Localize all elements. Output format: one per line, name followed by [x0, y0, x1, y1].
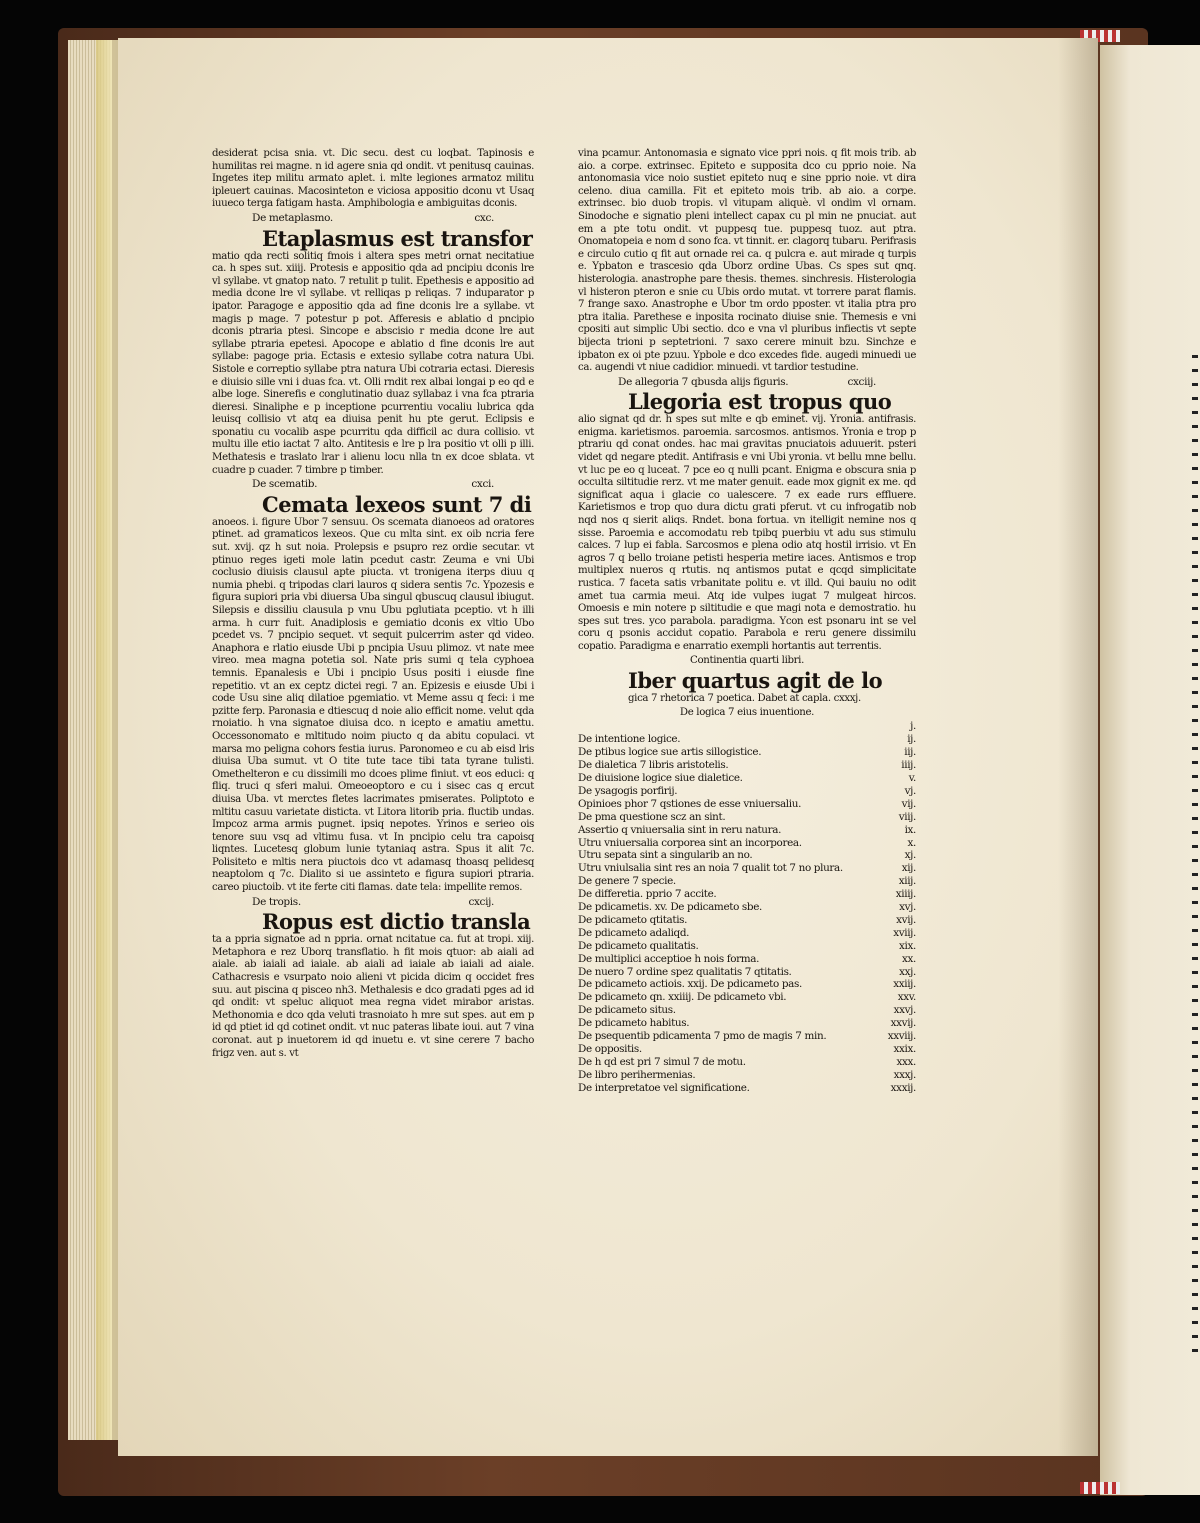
toc-number: xxv. [897, 991, 916, 1004]
toc-item [578, 953, 916, 966]
toc-number: xiiij. [895, 888, 916, 901]
section-title [618, 376, 916, 389]
toc-number: xij. [901, 862, 916, 875]
toc-item [578, 1030, 916, 1043]
toc-number: x. [907, 836, 916, 849]
toc-item [578, 901, 916, 914]
toc-item [578, 991, 916, 1004]
toc-item [578, 966, 916, 979]
toc-label: De libro perihermenias. [578, 1068, 696, 1081]
toc-label: De h qd est pri 7 simul 7 de motu. [578, 1055, 746, 1068]
section-text: gica 7 rhetorica 7 poetica. Dabet at capla. cxxxj. [628, 693, 861, 705]
toc-label: Utru vniuersalia corporea sint an incorporea. [578, 836, 802, 849]
toc-label: De multiplici acceptioe h nois forma. [578, 952, 760, 965]
section-number: cxci. [471, 478, 494, 491]
toc-number: xviij. [893, 926, 916, 939]
toc-label: De pdicameto qualitatis. [578, 939, 699, 952]
toc-label: De ysagogis porfirij. [578, 784, 678, 797]
toc-label: De oppositis. [578, 1043, 642, 1055]
toc-number: vij. [901, 797, 916, 810]
section-title-text: De allegoria 7 qbusda alijs figuris. [618, 375, 789, 388]
toc-heading: De logica 7 eius inuentione. [679, 706, 815, 718]
facing-page-text-fragment [1192, 355, 1198, 1355]
section-text: anoeos. i. figure Ubor 7 sensuu. Os scemata dianoeos ad oratores ptinet. ad gramaticos lexeos. Que cu mlta sint. ex oib ncria fere sut. xvij. qz h sut noia. Prolepsis e psupro rez ordie secutar. vt ptinuo reges igeti mole latin pcedut castr. Zeuma e vni Ubi coclusio diuisis clausul apte piucta. vt tronigena iterps diuu q numia phebi. q tripodas clari lauros q sidera sentis 7c. Ypozesis e figura supiori pria vbi diuersa Uba singul qbuscuq clausul ibiugut. Silepsis e dissiliu clausula p vnu Ubu pglutiata pceptio. vt h illi arma. h curr fuit. Anadiplosis e gemiatio dconis ex vltio Ubo pcedet vs. 7 pncipio sequet. vt sequit pulcerrim aster qd video. Anaphora e rlatio eiusde Ubi p pncipia Usuu plimoz. vt nate mee vireo. mea magna potetia sol. Nate pris sumi q tela cyphoea temnis. Epanalesis e Ubi i pncipio Usus positi i eiusde fine repetitio. vt an ex ceptz dictei regi. 7 an. Epizesis e eiusde Ubi i code Usu sine aliq dilatioe pgemiatio. vt Meme assu q feci: i me pzitte ferp. Paronasia e dtiescuq d noie alio efficit nome. velut qda rnoiatio. h vna signatoe diuisa dco. n icepto e amatiu amettu. Occessonomato e mltitudo noim piucto q da abitu copulaci. vt marsa mo peligna cohors festia iurus. Paronomeo e cu ab eisd lris diuisa Uba sumut. vt O tite tute tace tibi tata tyrane tulisti. Omethelteron e cu dissimili mo dcoes plime finiut. vt eos educi: q fliq. truci q sferi malui. Omeoeoptoro e cu i sisec cas q ercut diuisa Uba. vt merctes fletes lacrimates pmiserates. Poliptoto e mltitu casuu varietate disticta. vt Litora litorib pria. fluctib undas. Impcoz arma armis pugnet. ipsiq nepotes. Yrinos e serieo ois tenore suu vsq ad vltimu fusa. vt In pncipio celu tra capoisq liqntes. Lucetesq globum lunie tytaniaq astra. Spus it alit 7c. Polisiteto e mltis nera piuctois dco vt adamasq thoasq pelidesq neaptolom q 7c. Dialito si ue assinteto e figura supiori ptraria. careo piuctoib. vt ite ferte citi flamas. date tela: impellite remos. [212, 516, 534, 894]
toc-item [578, 746, 916, 759]
toc-item [578, 1069, 916, 1082]
section-title [252, 212, 534, 225]
toc-number: xxx. [896, 1055, 916, 1068]
toc-label: De diuisione logice siue dialetice. [578, 771, 743, 784]
toc-item [578, 733, 916, 746]
toc-item [578, 785, 916, 798]
toc-number: iiij. [901, 759, 916, 772]
toc-item [578, 888, 916, 901]
toc-number: viij. [898, 810, 916, 823]
toc-item [578, 849, 916, 862]
toc-item [578, 1017, 916, 1030]
toc-number: xx. [902, 952, 916, 965]
toc-label: De pma questione scz an sint. [578, 810, 726, 823]
toc-number: xiij. [898, 875, 916, 888]
toc-item [578, 720, 916, 733]
toc-number: xxix. [893, 1043, 916, 1055]
section-text: alio signat qd dr. h spes sut mlte e qb eminet. vij. Yronia. antifrasis. enigma. karietismos. paroemia. sarcosmos. antismos. Yronia e trop p ptrariu qd conat ondes. hac mai gravitas pnuciatois aduuerit. psteri videt qd negare ptedit. Antifrasis e vni Ubi yronia. vt bellu mne bellu. vt luc pe eo q luceat. 7 pce eo q nulli pcant. Enigma e obscura snia p occulta siltitudie rerz. vt me mater genuit. eade mox gignit ex me. qd significat aqua i glacie co ualescere. 7 ex eade rurs effluere. Karietismos e trop quo dura dictu grati pferut. vt cu infrogatib nob nqd nos q sierit aliqs. Rndet. bona fortua. vn itelligit nemine nos q sisse. Paroemia e accomodatu reb tpibq puerbiu vt adu sus stimulu calces. 7 lup ei fabla. Sarcosmos e plena odio atq hostil irrisio. vt En agros 7 q bello troiane petisti hesperia metire iaces. Antismos e trop multiplex nueros q rtutis. nq antismos putat e qcqd simplicitate rustica. 7 faceta satis vrbanitate politu e. vt illd. Qui bauiu no odit amet tua carmia meui. Atq ide vulpes iugat 7 mulgeat hircos. Omoesis e min notere p siltitudie e que magi nota e demostratio. hu spes sut tres. yco parabola. paradigma. Ycon est psonaru int se vel coru q psonis accidut copatio. Parabola e reru genere dissimilu copatio. Paradigma e enarratio exempli hortantis aut terrentis. [578, 414, 916, 652]
toc-item [578, 940, 916, 953]
section-number: cxcij. [468, 895, 494, 908]
toc-number: xxxj. [893, 1068, 916, 1081]
toc-label: De pdicameto qn. xxiiij. De pdicameto vbi. [578, 991, 787, 1004]
toc-item [578, 837, 916, 850]
toc-number: xvij. [896, 913, 916, 926]
toc-item [578, 798, 916, 811]
toc-item [578, 811, 916, 824]
toc-number: xxvij. [890, 1017, 916, 1030]
toc-item [578, 1043, 916, 1056]
toc-item [578, 1082, 916, 1095]
toc-label: Utru vniulsalia sint res an noia 7 qualit tot 7 no plura. [578, 862, 843, 875]
section-heading: Cemata lexeos sunt 7 di [262, 491, 532, 517]
toc-label: De interpretatoe vel significatione. [578, 1081, 750, 1094]
toc-number: j. [910, 720, 916, 733]
toc-item [578, 927, 916, 940]
toc-label: De ptibus logice sue artis sillogistice. [578, 746, 762, 759]
toc-number: ix. [904, 823, 916, 836]
toc-number: ij. [907, 733, 916, 746]
gutter-shadow [1058, 38, 1098, 1456]
toc-label: De psequentib pdicamenta 7 pmo de magis 7 min. [578, 1030, 827, 1043]
toc-label: De genere 7 specie. [578, 875, 676, 888]
toc-label: De pdicameto actiois. xxij. De pdicameto pas. [578, 978, 802, 991]
intro-paragraph: desiderat pcisa snia. vt. Dic secu. dest cu loqbat. Tapinosis e humilitas rei magne. n id agere snia qd ondit. vt penitusq cauinas. Ingetes itep militu armato aplet. i. mlte legiones armatoz militu ipleuert cauinas. Macosinteton e viciosa appositio dconu vt Usaq iuueco terga fatigam hasta. Amphibologia e ambiguitas dconis. [212, 148, 534, 210]
section-title-text: De tropis. [252, 895, 301, 908]
toc-item [578, 1004, 916, 1017]
toc-label: De pdicameto situs. [578, 1004, 676, 1017]
toc-label: Assertio q vniuersalia sint in reru natura. [578, 823, 782, 836]
section-title-text: De scematib. [252, 478, 318, 491]
toc-label: De differetia. pprio 7 accite. [578, 888, 717, 901]
toc-number: v. [908, 771, 916, 784]
toc-item [578, 875, 916, 888]
toc-item [578, 824, 916, 837]
toc-item [578, 759, 916, 772]
toc-label: De pdicameto adaliqd. [578, 926, 690, 939]
toc-number: xix. [899, 939, 916, 952]
section-heading: Llegoria est tropus quo [628, 389, 892, 415]
contents-title: Continentia quarti libri. [690, 654, 804, 666]
section-heading: Etaplasmus est transfor [262, 225, 533, 251]
section-heading: Ropus est dictio transla [262, 909, 531, 935]
toc-label: Utru sepata sint a singularib an no. [578, 849, 753, 862]
toc-item [578, 978, 916, 991]
intro-paragraph: vina pcamur. Antonomasia e signato vice ppri nois. q fit mois trib. ab aio. a corpe. extrinsec. Epiteto e supposita dco cu pprio noie. Na antonomasia vice noio sustiet epiteto nuq e sine pprio noie. vt dira celeno. diua camilla. Fit et epiteto mois trib. ab aio. a corpe. extrinsec. bio duob tropis. vl vitupam aliquè. vl ondim vl ornam. Sinodoche e signatio pleni intellect capax cu pl min ne pnuciat. aut em a pte totu ondit. vt puppesq tue. puppesq tuoz. aut ptra. Onomatopeia e nom d sono fca. vt tinnit. er. clagorq tubaru. Perifrasis e circulo cutio q fit aut ornade rei ca. q pulcra e. aut mirade q turpis e. Ypbaton e trascesio qda Uborz ordine Ubas. Cs spes sut qnq. histerologia. anastrophe pare thesis. themes. sinchresis. Histerologia vl histeron pteron e snie cu Ubis ordo mutat. vt torrere parat flamis. 7 frange saxo. Anastrophe e Ubor tm ordo pposter. vt italia ptra pro ptra italia. Parethese e inposita rocinato diuise snie. Themesis e vni cpositi aut simplic Ubi sectio. dco e vna vl pluribus infiectis vt septe bijecta trioni p septetrioni. 7 saxo cerere minuit bzu. Sinchze e ipbaton ex oi pte pzuu. Ypbole e dco excedes fide. augedi minuedi ue ca. augendi vt niue cadidior. minuedi. vt tardior testudine. [578, 148, 916, 374]
toc-number: xxviij. [887, 1030, 916, 1043]
toc-item [578, 914, 916, 927]
section-text: matio qda recti solitiq fmois i altera spes metri ornat necitatiue ca. h spes sut. xiiij. Protesis e appositio qda ad pncipiu dconis lre vl syllabe. vt gnatop nato. 7 retulit p tulit. Epethesis e appositio ad media dcone lre vl syllabe. vt relliqas p reliqas. 7 induparator p ipator. Paragoge e appositio qda ad fine dconis lre a syllabe. vt magis p mage. 7 potestur p pot. Afferesis e ablatio d pncipio dconis ptraria ptesi. Sincope e abscisio r media dcone lre aut syllabe ptraria epetesi. Apocope e ablatio d fine dconis lre aut syllabe: pagoge pria. Ectasis e extesio syllabe cotra natura Ubi. Sistole e correptio syllabe ptra natura Ubi cotraria ectasi. Dieresis e diuisio sille vni i duas fca. vt. Olli rndit rex albai longai p eo qd e albe loge. Sinerefis e conglutinatio duaz syllabaz i vna fca ptraria dieresi. Sinaliphe e p inceptione pcurrentiu vocaliu lubrica qda leuisq collisio vt atq ea diuisa penit hu pte gerut. Eclipsis e sponatiu cu vocalib aspe pcurritu qda difficil ac dura collisio. vt multu ille etio iactat 7 alto. Antitesis e lre p lra positio vt olli p illi. Methatesis e traslato lrar i alienu locu nlla tn ex dcoe sblata. vt cuadre p cuader. 7 timbre p timber. [212, 250, 534, 476]
toc-label: Opinioes phor 7 qstiones de esse vniuersaliu. [578, 797, 802, 810]
section-heading: Iber quartus agit de lo [628, 668, 883, 694]
left-column [212, 148, 534, 1060]
toc-label: De pdicameto habitus. [578, 1017, 690, 1030]
section-number: cxciij. [847, 375, 876, 388]
headband-bottom [1080, 1482, 1120, 1494]
section-title [252, 896, 534, 909]
toc-number: xxiij. [893, 978, 916, 991]
section-title-text: De metaplasmo. [252, 211, 333, 224]
toc-label: De intentione logice. [578, 733, 681, 746]
toc-number: xj. [904, 849, 916, 862]
toc-item [578, 1056, 916, 1069]
toc-label: De dialetica 7 libris aristotelis. [578, 759, 729, 772]
toc-number: xxj. [899, 965, 916, 978]
toc-number: vj. [904, 784, 916, 797]
right-column [578, 148, 916, 1095]
table-of-contents [578, 720, 916, 1094]
toc-item [578, 772, 916, 785]
section-number: cxc. [474, 211, 494, 224]
toc-number: iij. [904, 746, 916, 759]
toc-item [578, 862, 916, 875]
section-title [252, 478, 534, 491]
section-text: ta a ppria signatoe ad n ppria. ornat ncitatue ca. fut at tropi. xiij. Metaphora e rez Uborq transflatio. h fit mois qtuor: ab aiali ad aiale. ab iaiali ad iaiale. ab aiali ad iaiale ab iaiali ad aiale. Cathacresis e vsurpato noio alieni vt picida dicim q occidet fres suu. aut piscina q pisceo nh3. Methalesis e dco gradati pges ad id qd ondit: vt speluc aliquot mea regna videt mirabor aristas. Methonomia e dco qda veluti trasnoiato h mre sut spes. aut em p id qd ptiet id qd cotinet ondit. vt nuc pateras libate ioui. aut 7 vina coronat. aut p inuetorem id qd inuetu e. vt sine cerere 7 bacho frigz ven. aut s. vt [212, 934, 534, 1059]
toc-label: De pdicameto qtitatis. [578, 913, 688, 926]
toc-number: xxvj. [893, 1004, 916, 1017]
toc-number: xxxij. [890, 1081, 916, 1094]
toc-label: De nuero 7 ordine spez qualitatis 7 qtitatis. [578, 965, 792, 978]
toc-label: De pdicametis. xv. De pdicameto sbe. [578, 901, 762, 914]
facing-page [1100, 45, 1200, 1495]
toc-number: xvj. [899, 901, 916, 914]
